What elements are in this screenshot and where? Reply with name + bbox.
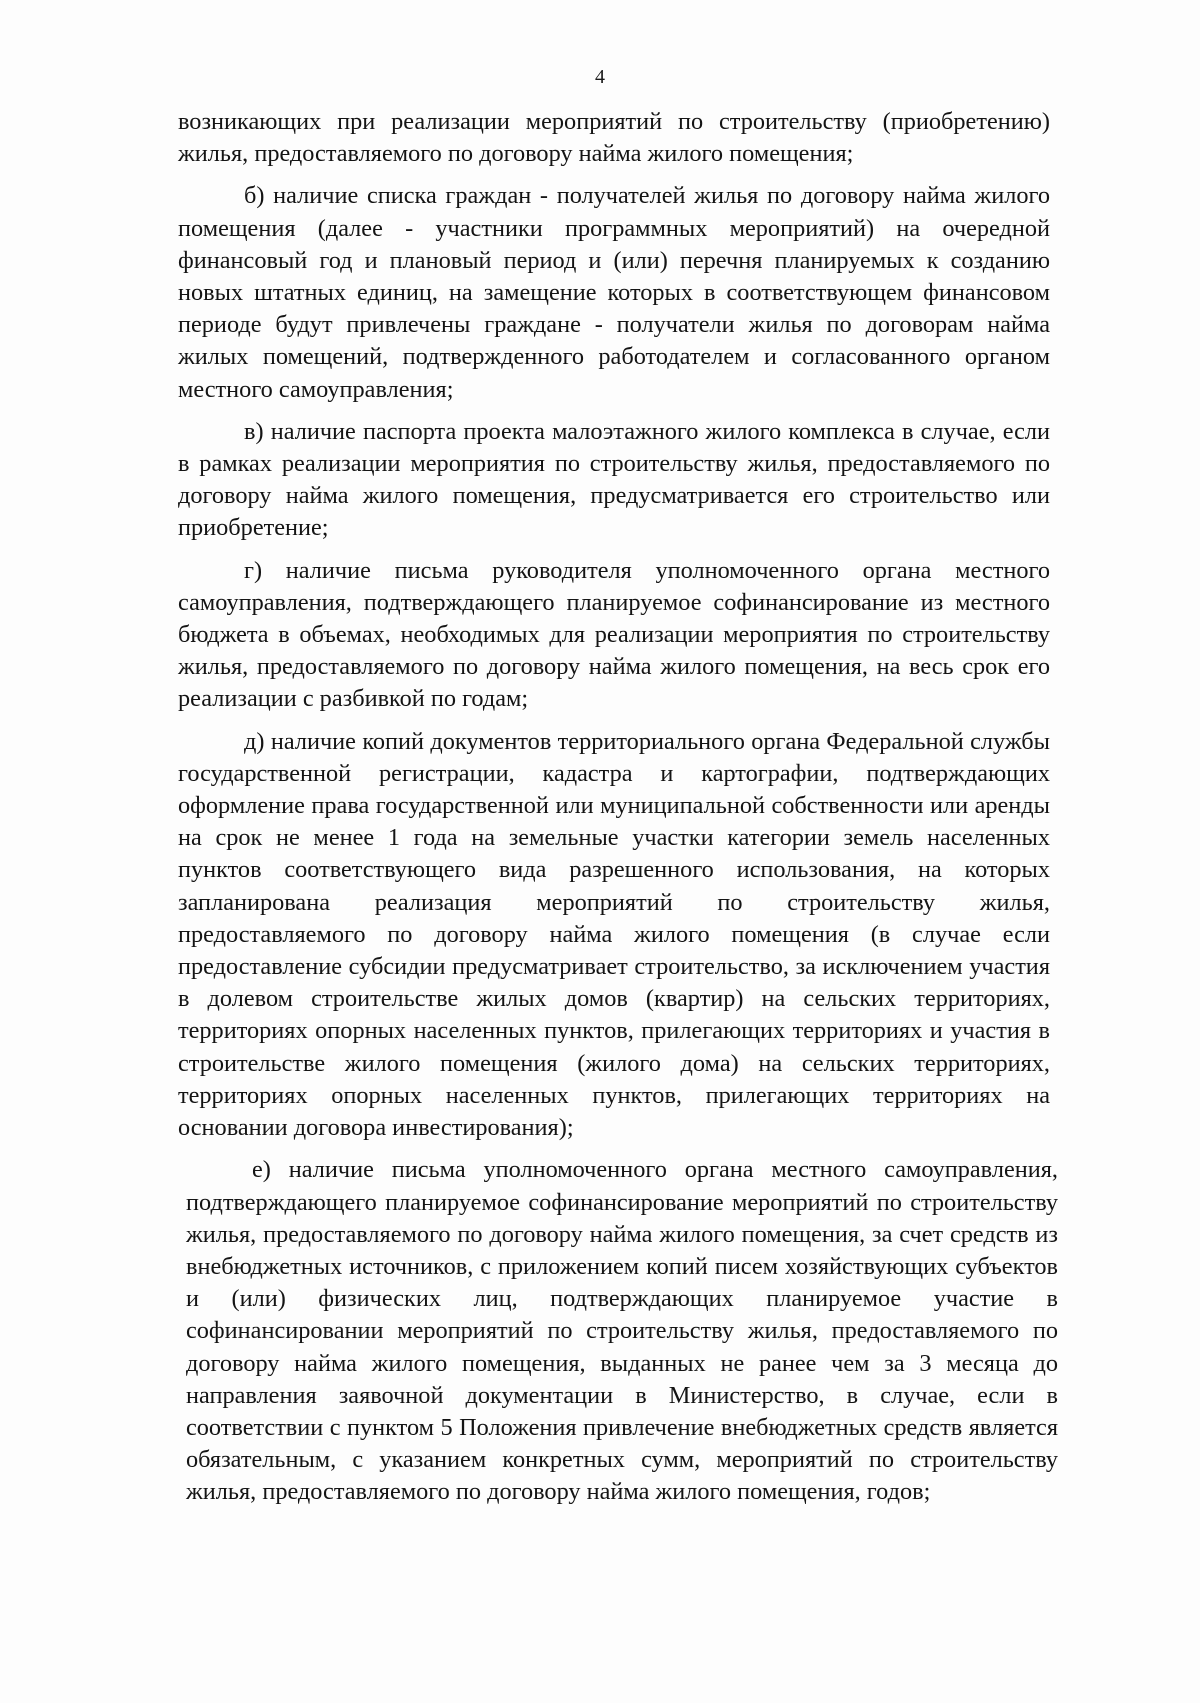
paragraph-continuation: возникающих при реализации мероприятий по строительству (приобретению) жилья, предоставляемого по договору найма жилого помещения; xyxy=(178,108,1050,168)
document-body xyxy=(178,106,1058,1519)
paragraph-e: е) наличие письма уполномоченного органа местного самоуправления, подтверждающего планируемое софинансирование мероприятий по строительству жилья, предоставляемого по договору найма жилого помещения, за счет средств из внебюджетных источников, с приложением копий писем хозяйствующих субъектов и (или) физических лиц, подтверждающих планируемое участие в софинансировании мероприятий по строительству жилья, предоставляемого по договору найма жилого помещения, выданных не ранее чем за 3 месяца до направления заявочной документации в Министерство, в случае, если в соответствии с пунктом 5 Положения привлечение внебюджетных средств является обязательным, с указанием конкретных сумм, мероприятий по строительству жилья, предоставляемого по договору найма жилого помещения, годов; xyxy=(186,1156,1058,1506)
paragraph-b: б) наличие списка граждан - получателей жилья по договору найма жилого помещения (далее - участники программных мероприятий) на очередной финансовый год и плановый период и (или) перечня планируемых к созданию новых штатных единиц, на замещение которых в соответствующем финансовом периоде будут привлечены граждане - получатели жилья по договорам найма жилых помещений, подтвержденного работодателем и согласованного органом местного самоуправления; xyxy=(178,182,1050,403)
paragraph-d: д) наличие копий документов территориального органа Федеральной службы государственной регистрации, кадастра и картографии, подтверждающих оформление права государственной или муниципальной собственности или аренды на срок не менее 1 года на земельные участки категории земель населенных пунктов соответствующего вида разрешенного использования, на которых запланирована реализация мероприятий по строительству жилья, предоставляемого по договору найма жилого помещения (в случае если предоставление субсидии предусматривает строительство, за исключением участия в долевом строительстве жилых домов (квартир) на сельских территориях, территориях опорных населенных пунктов, прилегающих территориях и участия в строительстве жилого помещения (жилого дома) на сельских территориях, территориях опорных населенных пунктов, прилегающих территориях на основании договора инвестирования); xyxy=(178,727,1050,1142)
paragraph-v: в) наличие паспорта проекта малоэтажного жилого комплекса в случае, если в рамках реализации мероприятия по строительству жилья, предоставляемого по договору найма жилого помещения, предусматривается его строительство или приобретение; xyxy=(178,417,1050,542)
page-number: 4 xyxy=(595,66,605,88)
paragraph-g: г) наличие письма руководителя уполномоченного органа местного самоуправления, подтверждающего планируемое софинансирование из местного бюджета в объемах, необходимых для реализации мероприятия по строительству жилья, предоставляемого по договору найма жилого помещения, на весь срок его реализации с разбивкой по годам; xyxy=(178,556,1050,713)
